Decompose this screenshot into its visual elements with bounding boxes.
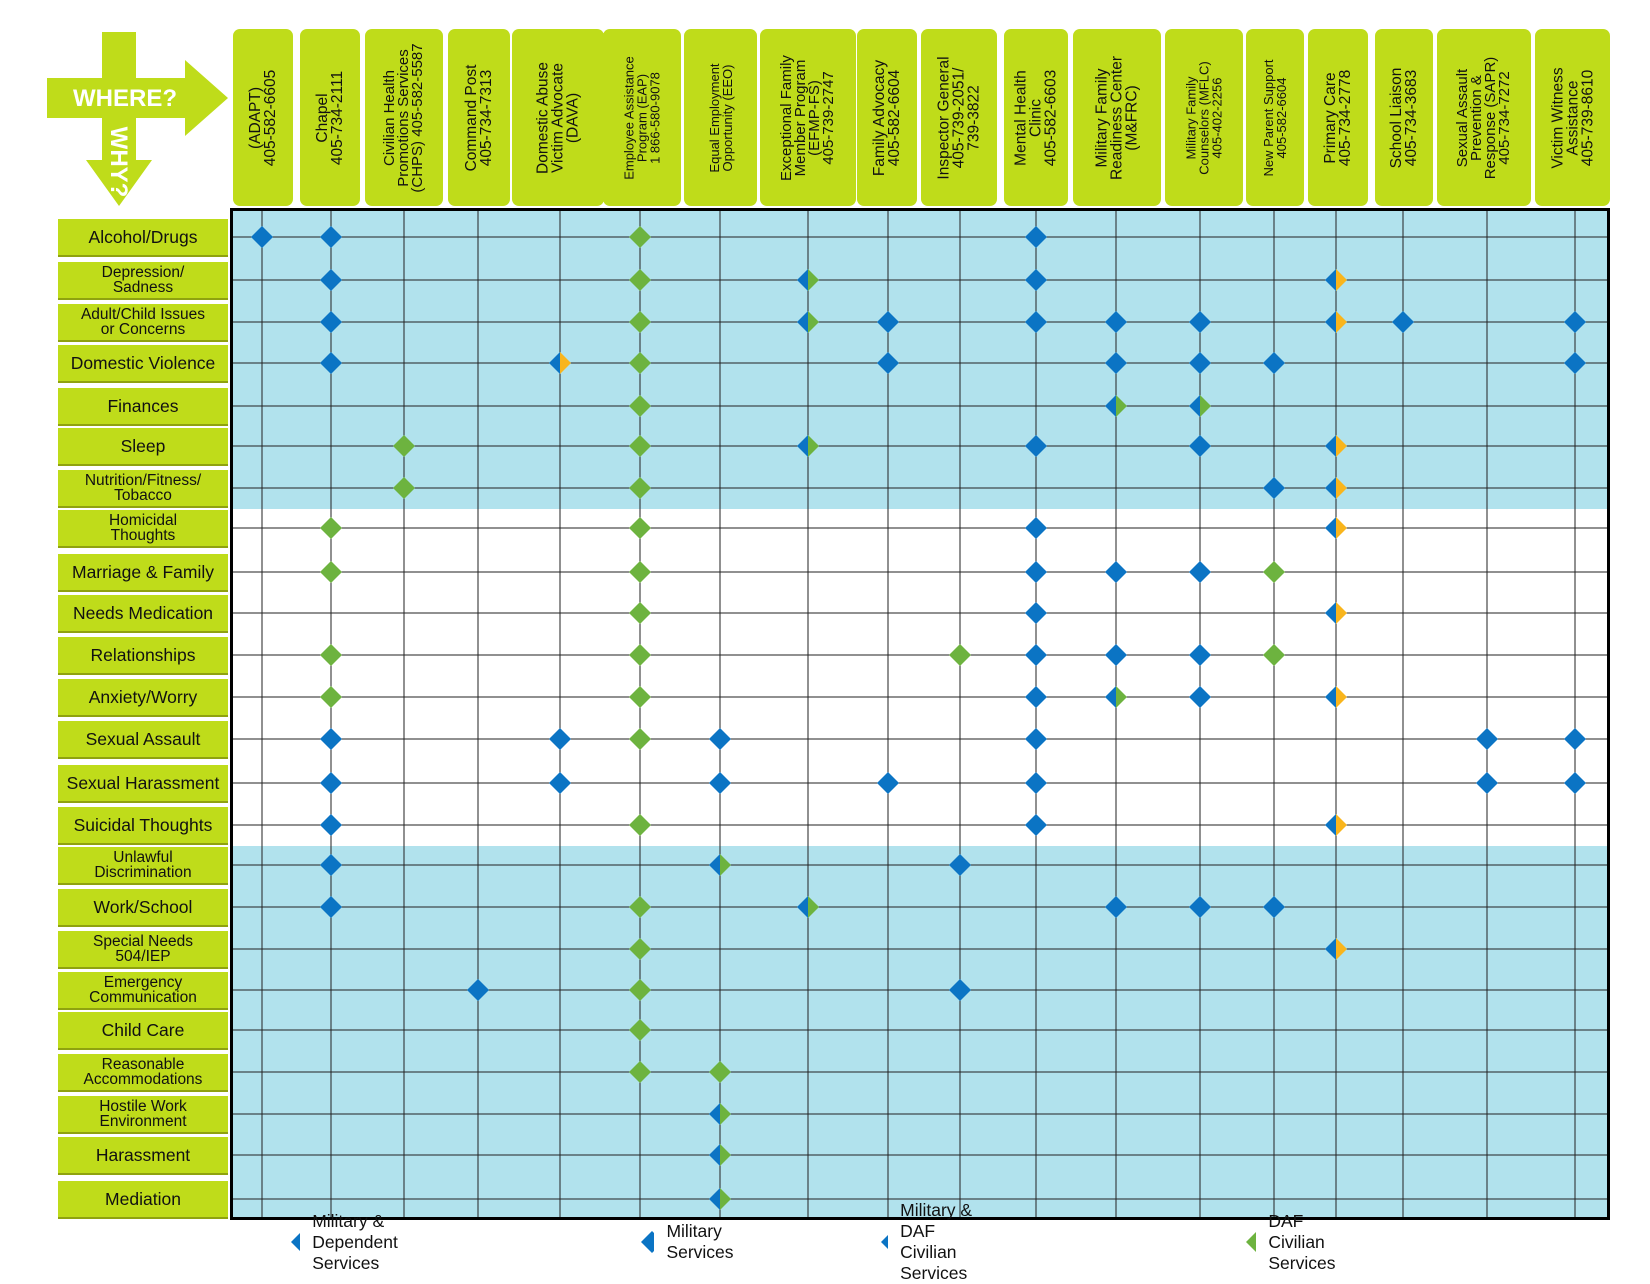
diamond-shape	[1189, 561, 1211, 583]
row-label: Anxiety/Worry	[58, 679, 228, 715]
row-label: Alcohol/Drugs	[58, 219, 228, 255]
military-services-marker	[1025, 602, 1047, 624]
diamond-shape	[1025, 561, 1047, 583]
diamond-shape	[1025, 772, 1047, 794]
military-services-marker	[1564, 728, 1586, 750]
daf-civilian-services-marker	[1263, 644, 1285, 666]
column-header-line: 405-739-2051/	[950, 67, 968, 168]
column-header-line: Military Family	[1183, 75, 1199, 160]
military-services-marker	[641, 1231, 654, 1253]
column-header-line: 405-734-2778	[1337, 69, 1354, 166]
diamond-shape	[320, 517, 342, 539]
column-header-line: Assistance	[1564, 80, 1581, 155]
column-header-line: 405-734-3683	[1403, 69, 1420, 166]
row-label: Finances	[58, 388, 228, 424]
military-services-marker	[1025, 686, 1047, 708]
column-header-line: Program (EAP)	[634, 73, 650, 162]
daf-civilian-services-marker	[1263, 561, 1285, 583]
row-label: Special Needs 504/IEP	[58, 931, 228, 967]
legend-label: Military & Dependent Services	[312, 1210, 398, 1273]
row-label: Reasonable Accommodations	[58, 1054, 228, 1090]
daf-civilian-services-marker	[320, 686, 342, 708]
military-services-marker	[1105, 561, 1127, 583]
column-header-line: Sexual Assault	[1454, 68, 1471, 167]
military-services-marker	[1189, 561, 1211, 583]
column-header-line: Chapel	[314, 92, 331, 143]
row-label: Relationships	[58, 637, 228, 673]
row-label: Emergency Communication	[58, 972, 228, 1008]
column-header-line: 405-582-6605	[262, 69, 279, 166]
diamond-shape	[1025, 517, 1047, 539]
column-header-line: Counselors (MFLC)	[1196, 60, 1212, 175]
column-header-line: Promotions Services	[395, 48, 412, 187]
diamond-shape	[629, 517, 651, 539]
diamond-left-half	[1105, 686, 1116, 708]
diamond-shape	[1263, 561, 1285, 583]
column-header-line: Family Advocacy	[871, 59, 888, 176]
row-label: Sleep	[58, 428, 228, 464]
column-header-line: Employee Assistance	[621, 55, 637, 180]
row-label: Suicidal Thoughts	[58, 807, 228, 843]
diamond-left-half	[291, 1231, 300, 1253]
diamond-shape	[320, 772, 342, 794]
military-services-marker	[1476, 728, 1498, 750]
diamond-shape	[1189, 686, 1211, 708]
column-header-line: (EFMP-FS)	[806, 79, 823, 156]
diamond-shape	[1025, 602, 1047, 624]
diamond-left-half	[1325, 814, 1336, 836]
diamond-right-half	[1336, 686, 1347, 708]
row-label: Unlawful Discrimination	[58, 847, 228, 883]
daf-civilian-services-marker	[629, 644, 651, 666]
military-services-marker	[320, 728, 342, 750]
diamond-shape	[629, 814, 651, 836]
diamond-shape	[709, 772, 731, 794]
diamond-shape	[320, 644, 342, 666]
military-services-marker	[1025, 814, 1047, 836]
row-label: Needs Medication	[58, 595, 228, 631]
legend-item	[290, 1210, 412, 1273]
column-header-line: 1 866-580-9078	[647, 71, 663, 164]
diamond-left-half	[1325, 686, 1336, 708]
row-label: Mediation	[58, 1181, 228, 1217]
diamond-right-half	[1116, 686, 1127, 708]
diamond-shape	[1189, 644, 1211, 666]
diamond-shape	[629, 686, 651, 708]
column-header-line: Victim Witness	[1549, 66, 1566, 169]
daf-civilian-services-marker	[629, 561, 651, 583]
column-header-line: Opportunity (EEO)	[719, 64, 735, 171]
military-dependent-services-marker	[1325, 686, 1347, 708]
diamond-shape	[320, 686, 342, 708]
diamond-shape	[629, 644, 651, 666]
diamond-shape	[1263, 644, 1285, 666]
column-header-line: Command Post	[463, 64, 480, 171]
diamond-shape	[1025, 644, 1047, 666]
column-header-line: Readiness Center	[1108, 55, 1126, 180]
column-header-line: Primary Care	[1322, 71, 1339, 164]
column-header-line: Member Program	[792, 59, 809, 176]
diamond-left-half	[1325, 517, 1336, 539]
diamond-shape	[629, 561, 651, 583]
legend-label: DAF Civilian Services	[1268, 1210, 1336, 1273]
military-services-marker	[1189, 686, 1211, 708]
military-services-marker	[1189, 644, 1211, 666]
legend-swatch	[1245, 1230, 1256, 1254]
row-label: Child Care	[58, 1012, 228, 1048]
row-label: Sexual Harassment	[58, 765, 228, 801]
daf-civilian-services-marker	[629, 517, 651, 539]
column-header-line: Mental Health	[1012, 69, 1030, 166]
daf-civilian-services-marker	[629, 814, 651, 836]
military-dependent-services-marker	[1325, 517, 1347, 539]
diamond-shape	[1564, 772, 1586, 794]
diamond-shape	[629, 602, 651, 624]
military-dependent-services-marker	[1325, 602, 1347, 624]
military-dependent-services-marker	[1325, 814, 1347, 836]
daf-civilian-services-marker	[629, 728, 651, 750]
diamond-right-half	[1336, 814, 1347, 836]
column-header-line: (M&FRC)	[1123, 84, 1141, 151]
diamond-shape	[549, 772, 571, 794]
column-header-line: 405-739-2747	[820, 70, 837, 165]
column-header-line: Military Family	[1093, 67, 1111, 168]
column-header-line: Victim Advocate	[549, 62, 567, 173]
diamond-right-half	[1336, 517, 1347, 539]
diamond-shape	[1105, 561, 1127, 583]
diamond-shape	[1476, 772, 1498, 794]
diamond-shape	[1025, 814, 1047, 836]
legend-swatch	[640, 1230, 654, 1254]
column-header-line: 405-402-2256	[1209, 77, 1225, 158]
diamond-right-half	[1336, 602, 1347, 624]
legend-label: Military & DAF Civilian Services	[900, 1200, 973, 1283]
daf-civilian-services-marker	[320, 561, 342, 583]
military-services-marker	[320, 814, 342, 836]
column-header-line: Equal Employment	[706, 62, 722, 173]
column-header-line: (CHPS) 405-582-5587	[409, 42, 426, 193]
diamond-shape	[1564, 728, 1586, 750]
column-header-line: 405-734-7272	[1496, 70, 1513, 165]
military-services-marker	[709, 772, 731, 794]
column-header-line: 739-3822	[965, 84, 983, 151]
legend-item	[640, 1221, 743, 1262]
row-label: Depression/ Sadness	[58, 262, 228, 298]
military-services-marker	[1105, 644, 1127, 666]
daf-civilian-services-marker	[629, 602, 651, 624]
why-label: WHY?	[105, 126, 132, 198]
military-services-marker	[549, 728, 571, 750]
column-header-line: 405-582-6604	[886, 69, 903, 166]
military-services-marker	[1025, 772, 1047, 794]
military-services-marker	[549, 772, 571, 794]
diamond-shape	[1025, 728, 1047, 750]
row-label: Sexual Assault	[58, 721, 228, 757]
legend-swatch	[880, 1230, 888, 1254]
column-header-line: 405-734-7313	[478, 69, 495, 166]
diamond-shape	[1105, 644, 1127, 666]
legend-item	[1245, 1210, 1348, 1273]
column-header-line: 405-582-6603	[1042, 69, 1060, 166]
column-header-line: Inspector General	[935, 55, 953, 180]
diamond-shape	[1476, 728, 1498, 750]
row-label: Harassment	[58, 1137, 228, 1173]
diamond-shape	[1246, 1231, 1256, 1253]
military-services-marker	[1025, 561, 1047, 583]
diamond-shape	[320, 728, 342, 750]
diamond-shape	[320, 814, 342, 836]
column-header-line: Response (SAPR)	[1482, 56, 1499, 179]
row-label: Domestic Violence	[58, 345, 228, 381]
column-header-line: Exceptional Family	[778, 54, 795, 181]
where-label: WHERE?	[73, 85, 177, 112]
military-services-marker	[320, 772, 342, 794]
diamond-shape	[549, 728, 571, 750]
diamond-shape	[641, 1231, 654, 1253]
row-label: Nutrition/Fitness/ Tobacco	[58, 470, 228, 506]
column-header-line: School Liaison	[1388, 67, 1405, 168]
diamond-shape	[709, 728, 731, 750]
row-label: Hostile Work Environment	[58, 1096, 228, 1132]
daf-civilian-services-marker	[629, 686, 651, 708]
military-services-marker	[1025, 728, 1047, 750]
column-header-line: Domestic Abuse	[534, 61, 552, 174]
legend-label: Military Services	[666, 1221, 734, 1262]
military-services-marker	[1025, 644, 1047, 666]
legend-item	[880, 1200, 983, 1283]
row-label: Homicidal Thoughts	[58, 510, 228, 546]
military-services-marker	[1476, 772, 1498, 794]
row-label: Work/School	[58, 889, 228, 925]
daf-civilian-services-marker	[320, 644, 342, 666]
diamond-left-half	[1325, 602, 1336, 624]
daf-civilian-services-marker	[320, 517, 342, 539]
row-label: Adult/Child Issues or Concerns	[58, 304, 228, 340]
column-header-line: Civilian Health	[381, 69, 398, 166]
diamond-shape	[949, 644, 971, 666]
legend-swatch	[290, 1230, 300, 1254]
row-label: Marriage & Family	[58, 554, 228, 590]
diamond-shape	[629, 728, 651, 750]
military-services-marker	[1025, 517, 1047, 539]
diamond-shape	[320, 561, 342, 583]
column-header-line: Clinic	[1027, 98, 1045, 137]
military-services-marker	[709, 728, 731, 750]
column-header-line: (ADAPT)	[247, 86, 264, 149]
military-services-marker	[877, 772, 899, 794]
column-header-line: New Parent Support	[1261, 58, 1276, 177]
daf-civilian-services-marker	[1246, 1231, 1256, 1253]
military-dependent-services-marker	[291, 1231, 300, 1253]
military-daf-civilian-services-marker	[881, 1231, 888, 1253]
column-header-line: 405-734-2111	[329, 70, 346, 165]
diamond-left-half	[881, 1231, 888, 1253]
daf-civilian-services-marker	[949, 644, 971, 666]
column-header-line: 405-739-8610	[1579, 69, 1596, 166]
column-header-line: (DAVA)	[564, 92, 582, 143]
diamond-shape	[877, 772, 899, 794]
diamond-shape	[1025, 686, 1047, 708]
military-daf-civilian-services-marker	[1105, 686, 1127, 708]
column-header-line: 405-582-6604	[1274, 77, 1289, 158]
military-services-marker	[1564, 772, 1586, 794]
column-header-line: Prevention &	[1468, 74, 1485, 161]
